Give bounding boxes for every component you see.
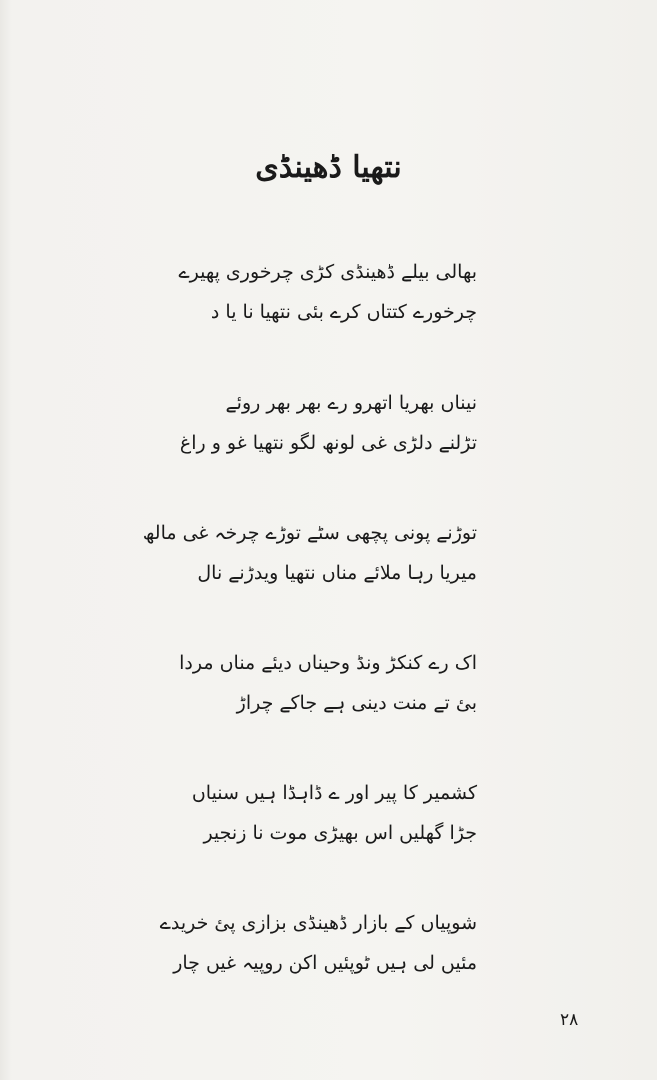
stanza-3 — [142, 513, 477, 593]
verse-line: مئیں لی ہیں ٹوپئیں اکن روپیہ غیں چار — [173, 952, 477, 974]
stanza-4 — [177, 643, 477, 723]
poem-title: نتھیا ڈھینڈی — [255, 150, 402, 185]
verse-line: بئ تے منت دینی ہے جاکے چراڑ — [236, 692, 477, 714]
verse-line: نیناں بھریا اتھرو رے بھر بھر روئے — [225, 392, 477, 414]
stanza-5 — [177, 773, 477, 853]
stanza-1 — [177, 252, 477, 332]
verse-line: جڑا گھلیں اس بھیڑی موت نا زنجیر — [203, 822, 477, 844]
verse-line: شوپیاں کے بازار ڈھینڈی بزازی پئ خریدے — [159, 912, 477, 934]
verse-line: تڑلنے دلڑی غی لونھ لگو نتھیا غو و راغ — [179, 432, 477, 454]
verse-line: اک رے کنکڑ ونڈ وحیناں دیئے مناں مردا — [179, 652, 477, 674]
verse-line: کشمیر کا پیر اور ے ڈاہڈا ہیں سنیاں — [191, 782, 477, 804]
verse-line: چرخورے کتتاں کرے بئی نتھیا نا یا د — [210, 301, 477, 323]
stanza-2 — [177, 383, 477, 463]
page-number: ۲۸ — [560, 1010, 579, 1030]
verse-line: توڑنے پونی پچھی سٹے توڑے چرخہ غی مالھ — [142, 522, 477, 544]
verse-line: بھالی بیلے ڈھینڈی کڑی چرخوری پھیرے — [178, 261, 477, 283]
verse-line: میریا رہا ملائے مناں نتھیا ویدڑنے نال — [197, 562, 477, 584]
stanza-6 — [159, 903, 477, 983]
